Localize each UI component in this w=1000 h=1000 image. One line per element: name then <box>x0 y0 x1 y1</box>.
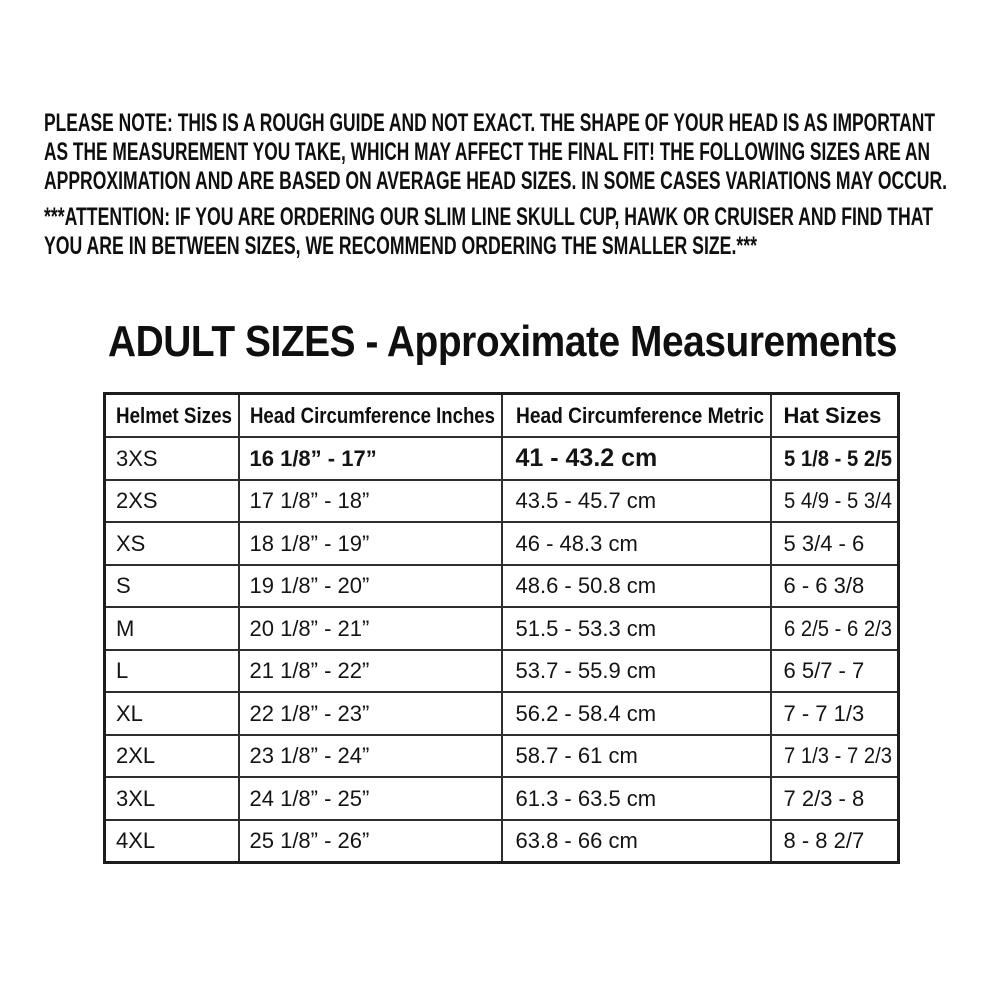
notice-line-3: APPROXIMATION AND ARE BASED ON AVERAGE HEAD SIZES. IN SOME CASES VARIATIONS MAY OCCUR. <box>44 167 947 195</box>
metric-cell <box>502 437 771 480</box>
cell-value: 5 3/4 - 6 <box>783 530 865 556</box>
hat-size-cell <box>771 607 899 650</box>
hat-size-cell <box>771 692 899 735</box>
column-header-helmet-sizes <box>105 394 239 438</box>
cell-value: 3XL <box>116 785 156 811</box>
cell-value: 16 1/8” - 17” <box>249 445 377 471</box>
cell-value: 22 1/8” - 23” <box>249 700 370 726</box>
cell-value: 8 - 8 2/7 <box>783 828 865 854</box>
cell-value: 19 1/8” - 20” <box>249 573 370 599</box>
column-header-label: Head Circumference Inches <box>249 403 495 429</box>
hat-size-cell <box>771 565 899 608</box>
helmet-size-cell <box>105 650 239 693</box>
inches-cell <box>239 777 502 820</box>
cell-value: 6 2/5 - 6 2/3 <box>783 615 892 641</box>
metric-cell <box>502 692 771 735</box>
inches-cell <box>239 480 502 523</box>
notice-line-2: AS THE MEASUREMENT YOU TAKE, WHICH MAY AFFECT THE FINAL FIT! THE FOLLOWING SIZES ARE AN <box>44 138 930 166</box>
cell-value: 48.6 - 50.8 cm <box>515 573 657 599</box>
table-row-4xl <box>105 820 899 863</box>
cell-value: XL <box>116 700 143 726</box>
helmet-size-cell <box>105 777 239 820</box>
table-row-3xl <box>105 777 899 820</box>
cell-value: 2XL <box>116 743 156 769</box>
cell-value: 5 1/8 - 5 2/5 <box>783 445 892 471</box>
cell-value: XS <box>116 530 146 556</box>
cell-value: 2XS <box>116 488 158 514</box>
cell-value: 24 1/8” - 25” <box>249 785 370 811</box>
hat-size-cell <box>771 650 899 693</box>
attention-line-2: YOU ARE IN BETWEEN SIZES, WE RECOMMEND ORDERING THE SMALLER SIZE.*** <box>44 232 757 260</box>
metric-cell <box>502 480 771 523</box>
inches-cell <box>239 820 502 863</box>
please-note-paragraph <box>44 109 1000 196</box>
helmet-size-cell <box>105 437 239 480</box>
hat-size-cell <box>771 437 899 480</box>
cell-value: 7 2/3 - 8 <box>783 785 865 811</box>
cell-value: 58.7 - 61 cm <box>515 743 638 769</box>
column-header-hat-sizes <box>771 394 899 438</box>
metric-cell <box>502 607 771 650</box>
page-title: ADULT SIZES - Approximate Measurements <box>108 317 897 366</box>
size-table <box>103 392 900 864</box>
hat-size-cell <box>771 480 899 523</box>
inches-cell <box>239 565 502 608</box>
cell-value: 46 - 48.3 cm <box>515 530 638 556</box>
attention-paragraph <box>44 203 1000 261</box>
cell-value: 43.5 - 45.7 cm <box>515 488 657 514</box>
table-row-2xs <box>105 480 899 523</box>
inches-cell <box>239 692 502 735</box>
helmet-size-cell <box>105 820 239 863</box>
helmet-size-cell <box>105 480 239 523</box>
metric-cell <box>502 735 771 778</box>
inches-cell <box>239 735 502 778</box>
cell-value: 17 1/8” - 18” <box>249 488 370 514</box>
hat-size-cell <box>771 522 899 565</box>
helmet-size-cell <box>105 565 239 608</box>
metric-cell <box>502 650 771 693</box>
cell-value: 18 1/8” - 19” <box>249 530 370 556</box>
inches-cell <box>239 522 502 565</box>
cell-value: 61.3 - 63.5 cm <box>515 785 657 811</box>
attention-line-1: ***ATTENTION: IF YOU ARE ORDERING OUR SLIM LINE SKULL CUP, HAWK OR CRUISER AND FIND THAT <box>44 203 933 231</box>
cell-value: 25 1/8” - 26” <box>249 828 370 854</box>
cell-value: 6 5/7 - 7 <box>783 658 865 684</box>
cell-value: 5 4/9 - 5 3/4 <box>783 488 892 514</box>
metric-cell <box>502 522 771 565</box>
column-header-metric <box>502 394 771 438</box>
table-row-m <box>105 607 899 650</box>
helmet-size-cell <box>105 735 239 778</box>
table-row-l <box>105 650 899 693</box>
column-header-label: Head Circumference Metric <box>515 403 764 429</box>
metric-cell <box>502 565 771 608</box>
cell-value: 41 - 43.2 cm <box>515 443 658 472</box>
cell-value: L <box>116 658 129 684</box>
cell-value: 23 1/8” - 24” <box>249 743 370 769</box>
table-row-s <box>105 565 899 608</box>
cell-value: 7 - 7 1/3 <box>783 700 865 726</box>
cell-value: S <box>116 573 131 599</box>
cell-value: 56.2 - 58.4 cm <box>515 700 657 726</box>
cell-value: 51.5 - 53.3 cm <box>515 615 657 641</box>
cell-value: 21 1/8” - 22” <box>249 658 370 684</box>
hat-size-cell <box>771 735 899 778</box>
cell-value: 7 1/3 - 7 2/3 <box>783 743 892 769</box>
cell-value: 3XS <box>116 445 158 471</box>
cell-value: 53.7 - 55.9 cm <box>515 658 657 684</box>
cell-value: 4XL <box>116 828 156 854</box>
cell-value: 20 1/8” - 21” <box>249 615 370 641</box>
column-header-inches <box>239 394 502 438</box>
metric-cell <box>502 820 771 863</box>
column-header-label: Hat Sizes <box>783 403 882 429</box>
table-row-3xs <box>105 437 899 480</box>
table-row-xl <box>105 692 899 735</box>
column-header-label: Helmet Sizes <box>116 403 232 429</box>
table-row-2xl <box>105 735 899 778</box>
inches-cell <box>239 650 502 693</box>
header-row <box>105 394 899 438</box>
cell-value: M <box>116 615 135 641</box>
helmet-size-cell <box>105 692 239 735</box>
cell-value: 63.8 - 66 cm <box>515 828 638 854</box>
notice-line-1: PLEASE NOTE: THIS IS A ROUGH GUIDE AND NOT EXACT. THE SHAPE OF YOUR HEAD IS AS IMPORTANT <box>44 109 935 137</box>
helmet-size-cell <box>105 607 239 650</box>
inches-cell <box>239 607 502 650</box>
inches-cell <box>239 437 502 480</box>
hat-size-cell <box>771 777 899 820</box>
table-row-xs <box>105 522 899 565</box>
hat-size-cell <box>771 820 899 863</box>
cell-value: 6 - 6 3/8 <box>783 573 865 599</box>
helmet-size-cell <box>105 522 239 565</box>
metric-cell <box>502 777 771 820</box>
